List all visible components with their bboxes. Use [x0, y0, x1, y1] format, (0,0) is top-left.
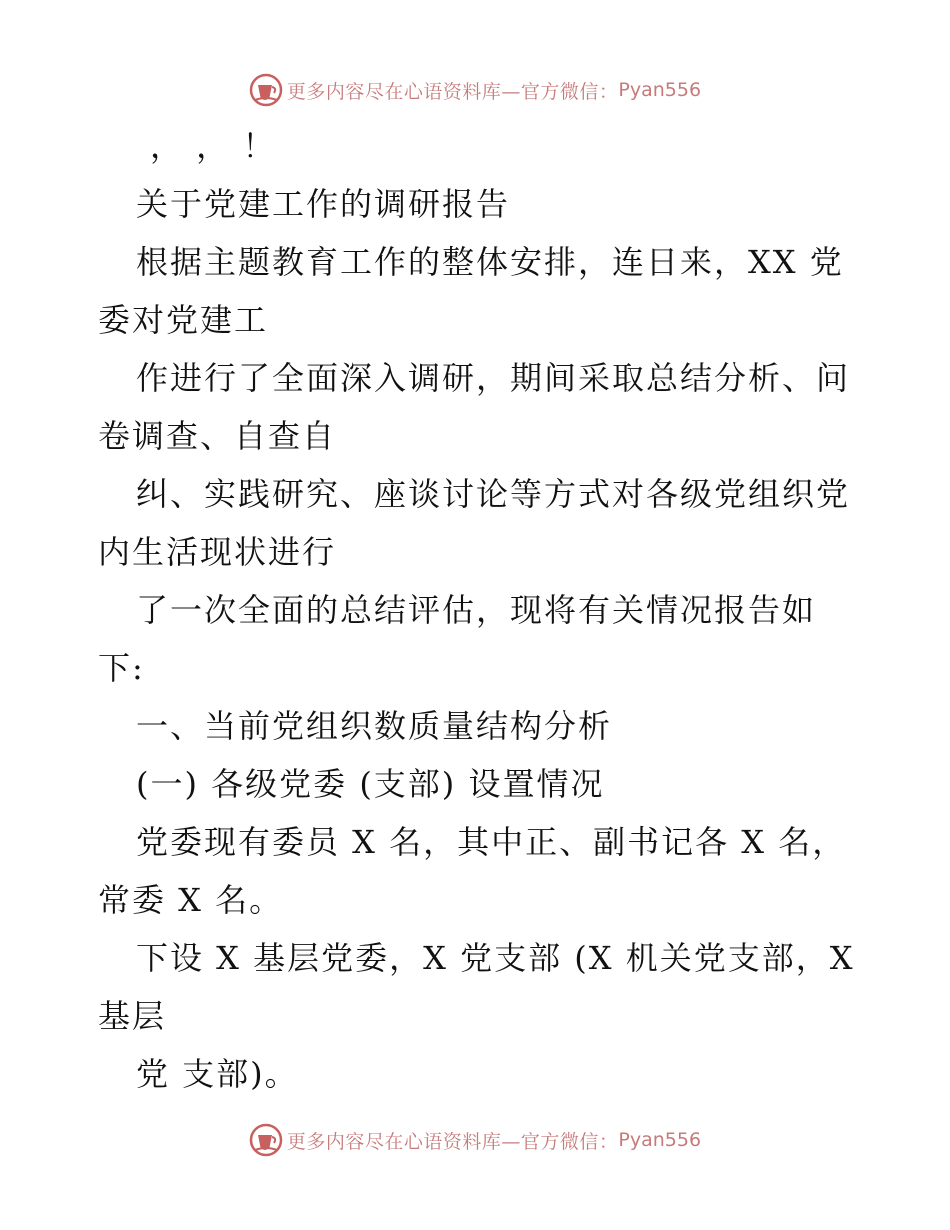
footer-banner [0, 1120, 950, 1160]
subsection-heading: (一) 各级党委 (支部) 设置情况 [136, 765, 605, 803]
paragraph-line: 纠、实践研究、座谈讨论等方式对各级党组织党 [136, 475, 851, 513]
banner-wechat-id: Pyan556 [618, 1129, 702, 1151]
document-title: 关于党建工作的调研报告 [136, 185, 511, 223]
paragraph-line: 了一次全面的总结评估，现将有关情况报告如 [136, 591, 817, 629]
banner-text: 更多内容尽在心语资料库—官方微信： [286, 80, 619, 103]
paragraph-line: 委对党建工 [98, 301, 269, 339]
cup-logo-icon [249, 1123, 283, 1157]
paragraph-line: 党 支部)。 [136, 1055, 299, 1093]
section-heading: 一、当前党组织数质量结构分析 [136, 707, 613, 745]
paragraph-line: 常委 X 名。 [98, 881, 284, 919]
paragraph-line: 基层 [98, 997, 167, 1035]
paragraph-line: 内生活现状进行 [98, 533, 337, 571]
paragraph-line: 下: [98, 649, 145, 687]
paragraph-line: 卷调查、自查自 [98, 417, 337, 455]
banner-text: 更多内容尽在心语资料库—官方微信： [286, 1130, 619, 1153]
punctuation-line: ， ， ！ [150, 127, 277, 165]
banner-wechat-id: Pyan556 [618, 79, 702, 101]
paragraph-line: 作进行了全面深入调研，期间采取总结分析、问 [136, 359, 851, 397]
paragraph-line: 下设 X 基层党委，X 党支部 (X 机关党支部，X [136, 939, 855, 977]
paragraph-line: 根据主题教育工作的整体安排，连日来，XX 党 [136, 243, 844, 281]
paragraph-line: 党委现有委员 X 名，其中正、副书记各 X 名， [136, 823, 847, 861]
